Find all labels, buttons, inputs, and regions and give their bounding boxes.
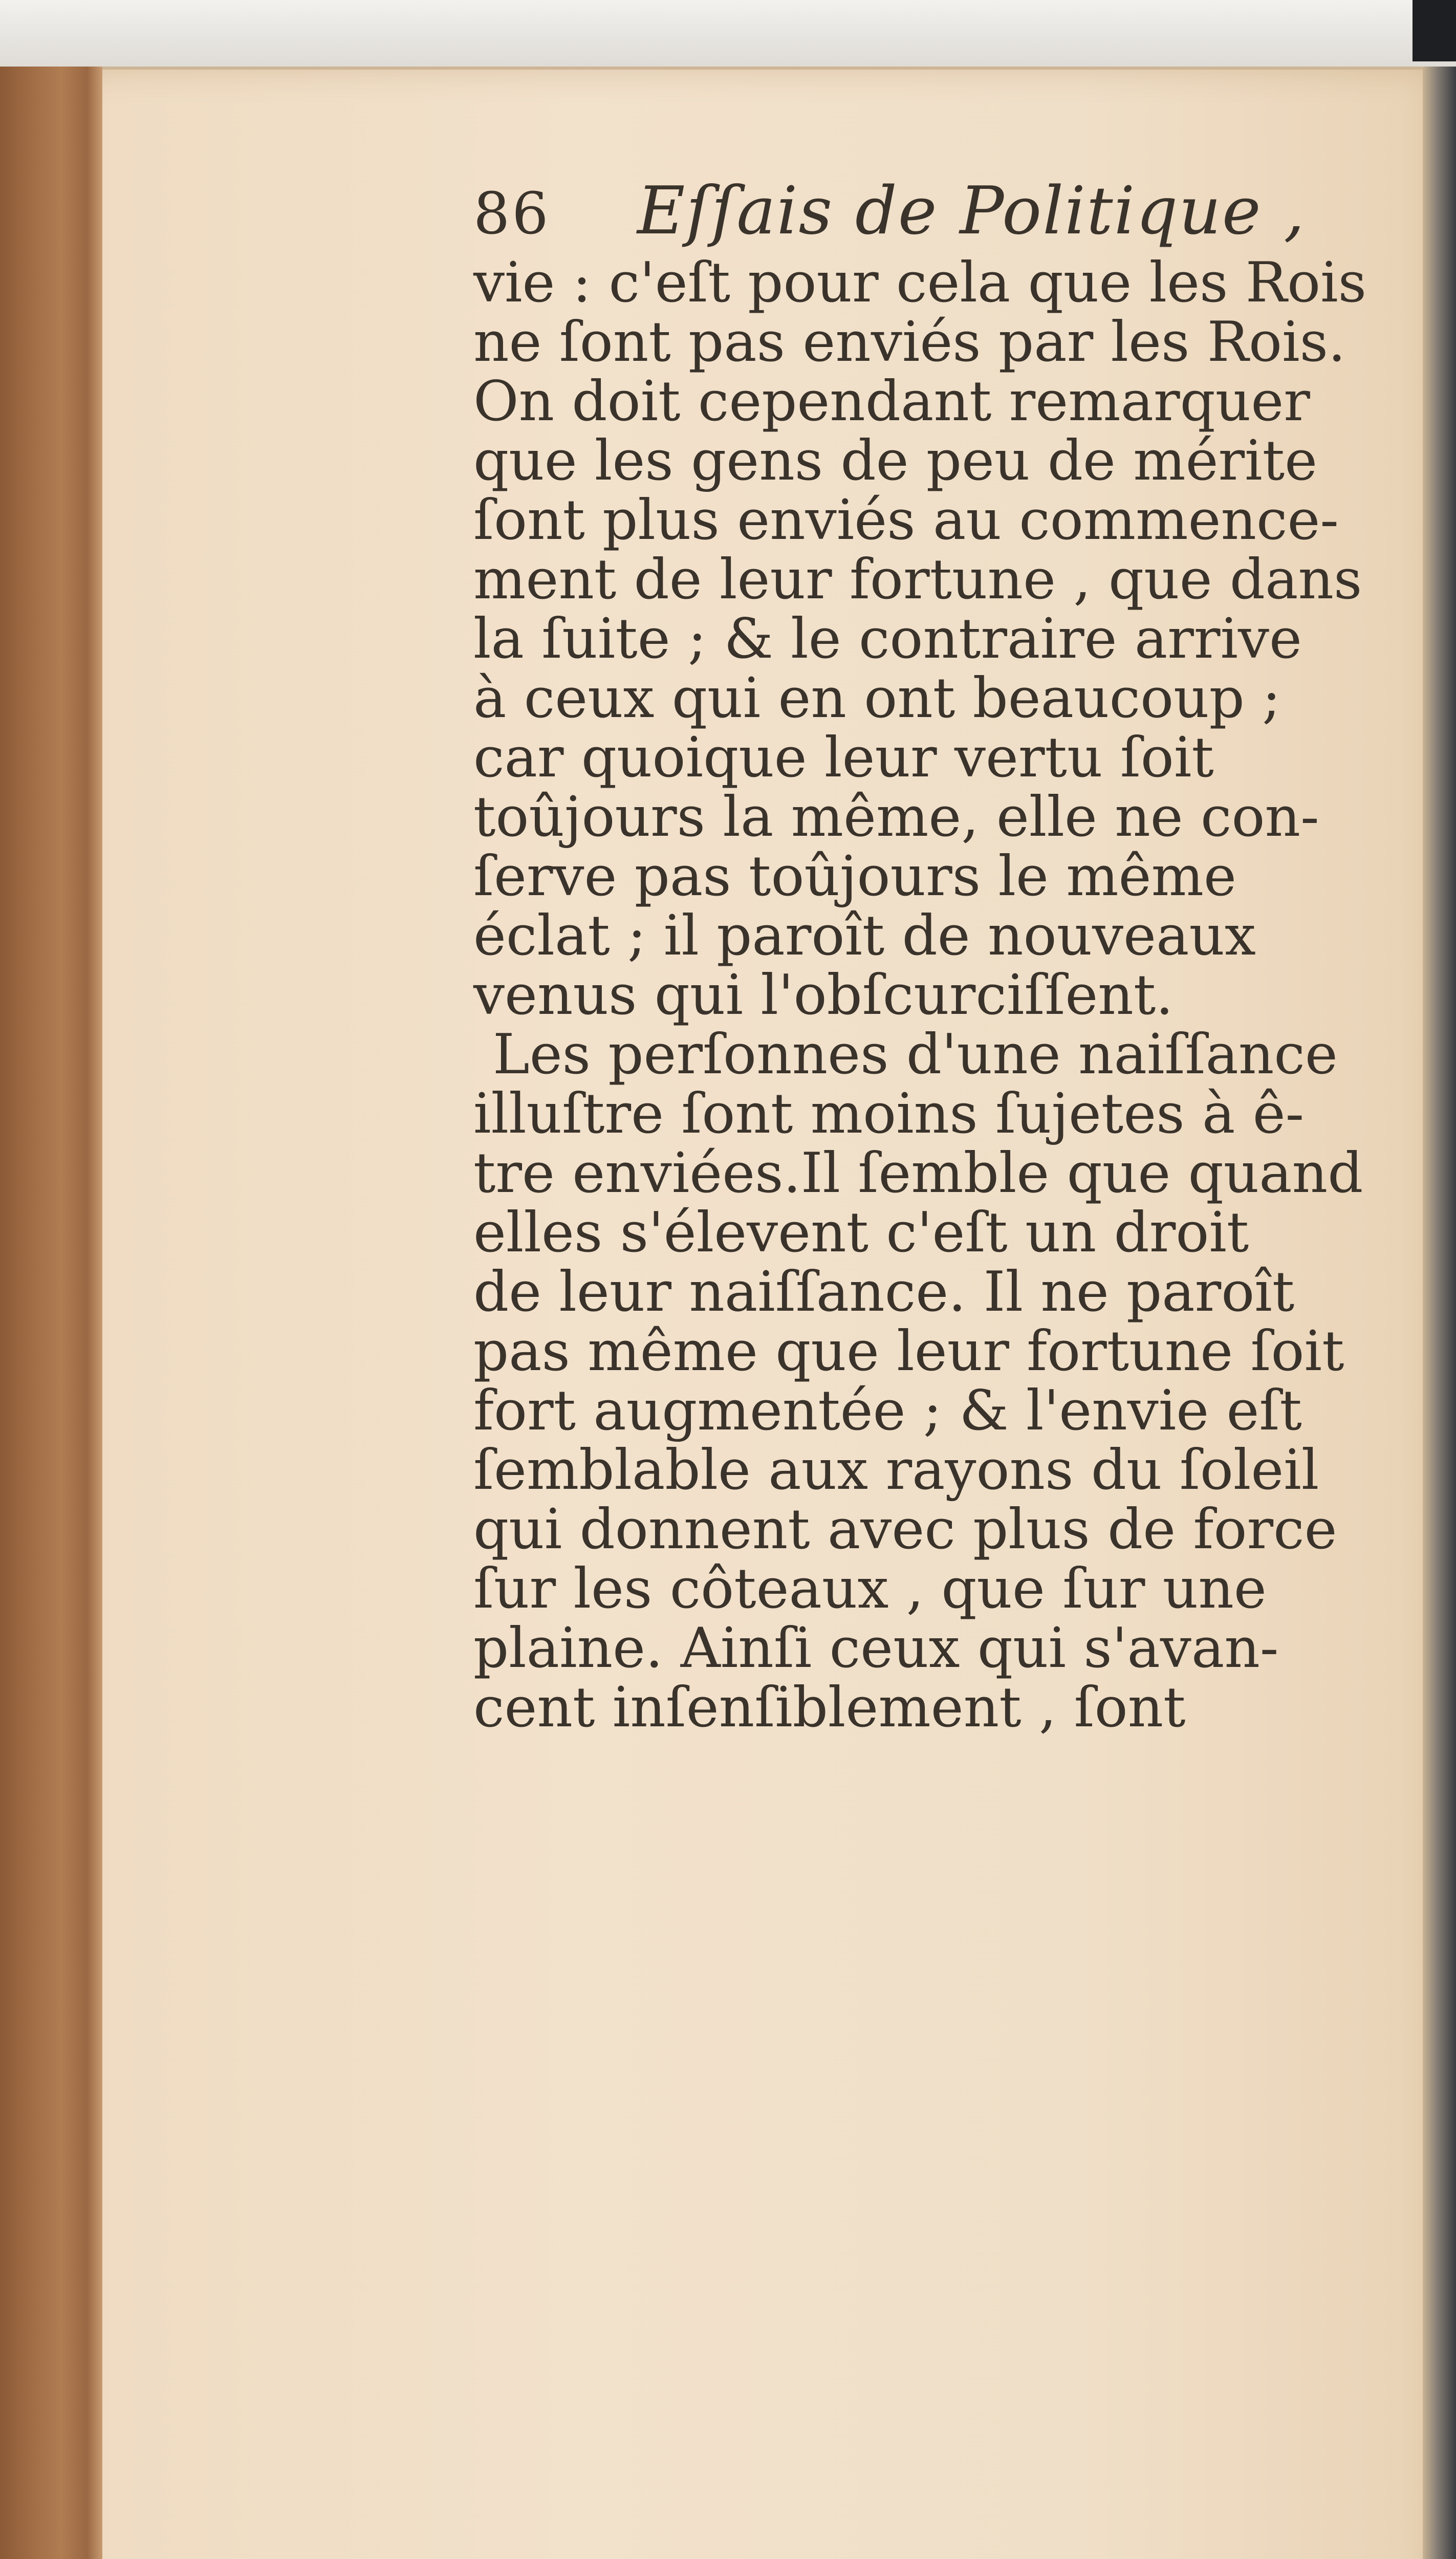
text-line: ſemblable aux rayons du ſoleil — [473, 1438, 1319, 1502]
text-line: que les gens de peu de mérite — [473, 429, 1318, 493]
text-line: venus qui l'obſcurciſſent. — [473, 963, 1174, 1027]
text-line-paragraph-start: Les perſonnes d'une naiſſance — [493, 1023, 1338, 1087]
text-line: la ſuite ; & le contraire arrive — [473, 607, 1302, 671]
text-line: On doit cependant remarquer — [473, 370, 1310, 433]
text-line: tre enviées.Il ſemble que quand — [473, 1141, 1363, 1205]
text-line: ment de leur fortune , que dans — [473, 548, 1362, 612]
text-line: de leur naiſſance. Il ne paroît — [473, 1260, 1295, 1324]
text-line: vie : c'eſt pour cela que les Rois — [473, 251, 1367, 315]
text-line: fort augmentée ; & l'envie eſt — [473, 1379, 1302, 1443]
text-line: qui donnent avec plus de force — [473, 1498, 1337, 1562]
text-line: illuſtre ſont moins ſujetes à ê- — [473, 1082, 1305, 1146]
text-line: car quoique leur vertu ſoit — [473, 726, 1214, 790]
text-line: ſerve pas toûjours le même — [473, 844, 1236, 908]
book-cover-edge-top — [1412, 0, 1456, 61]
text-line: toûjours la même, elle ne con- — [473, 785, 1319, 849]
text-line: ne ſont pas enviés par les Rois. — [473, 310, 1346, 374]
text-line: ſur les côteaux , que ſur une — [473, 1557, 1267, 1621]
scan-background-top — [0, 0, 1456, 77]
text-line: plaine. Ainſi ceux qui s'avan- — [473, 1616, 1279, 1680]
text-line: elles s'élevent c'eſt un droit — [473, 1201, 1249, 1265]
text-line: éclat ; il paroît de nouveaux — [473, 904, 1256, 968]
page-text-block — [473, 173, 1456, 1740]
running-title: Eſſais de Politique , — [637, 173, 1306, 249]
text-line: pas même que leur fortune ſoit — [473, 1319, 1344, 1383]
book-spine-edge — [0, 67, 102, 2559]
page-number: 86 — [473, 181, 551, 247]
text-line: à ceux qui en ont beaucoup ; — [473, 666, 1281, 730]
page-header — [473, 173, 1456, 253]
text-line: ſont plus enviés au commence- — [473, 488, 1339, 552]
text-line: cent inſenſiblement , ſont — [473, 1676, 1186, 1740]
